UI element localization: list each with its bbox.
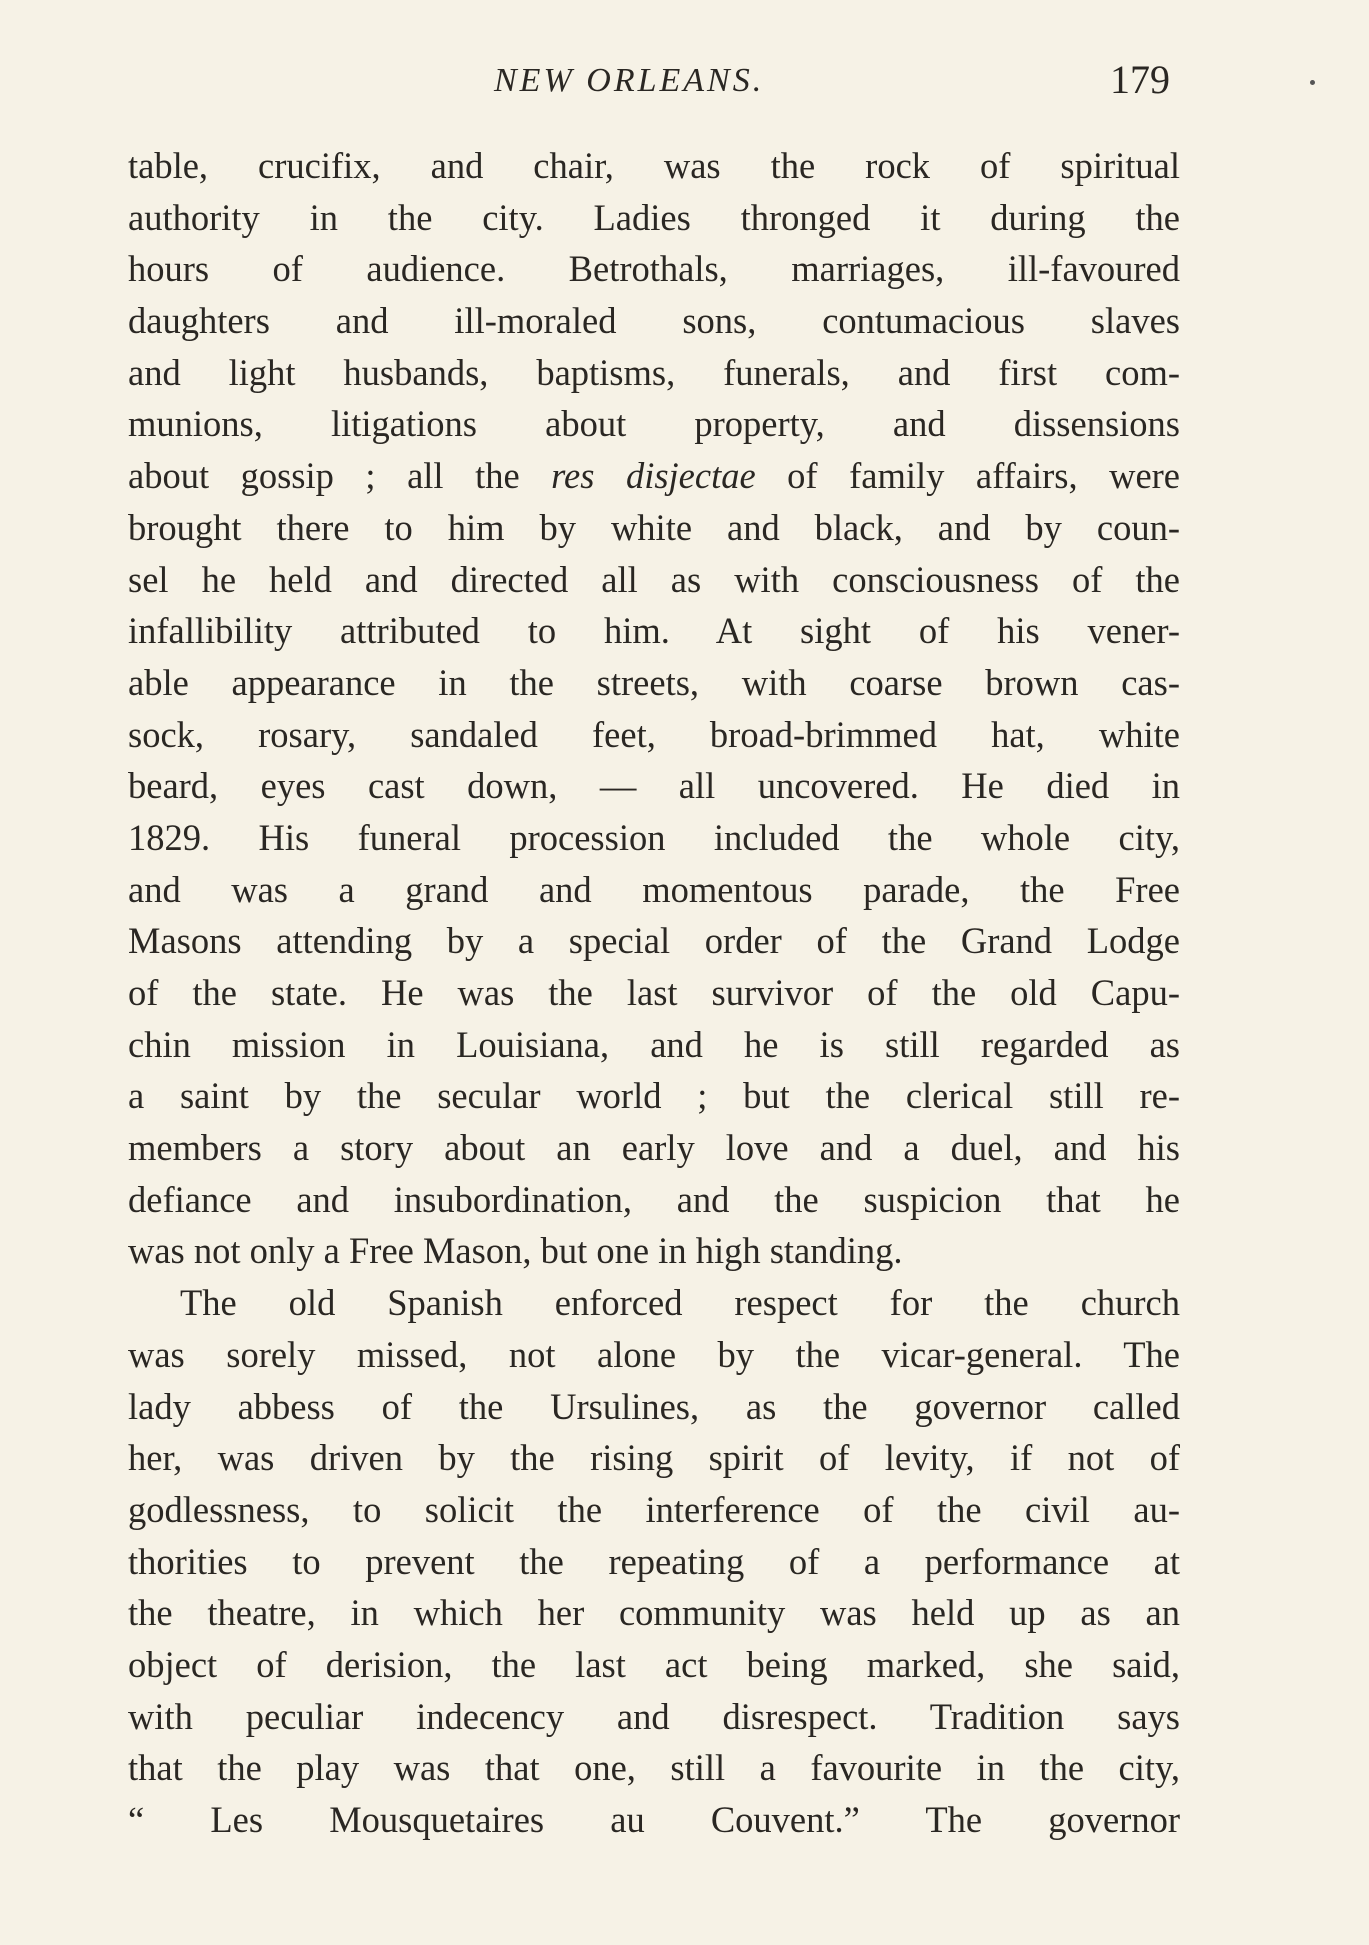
text-line: “ Les Mousquetaires au Couvent.” The governor <box>128 1799 1180 1840</box>
text-line: members a story about an early love and a duel, and his <box>128 1127 1180 1169</box>
text-line: and was a grand and momentous parade, the Free <box>128 868 1180 910</box>
text-line: object of derision, the last act being marked, she said, <box>128 1643 1180 1685</box>
italic-phrase: res disjectae <box>551 455 756 497</box>
text-line: her, was driven by the rising spirit of levity, if not of <box>128 1437 1180 1479</box>
text-line: was not only a Free Mason, but one in high standing. <box>128 1230 903 1272</box>
text-line: authority in the city. Ladies thronged it during the <box>128 196 1180 238</box>
text-line: defiance and insubordination, and the suspicion that he <box>128 1178 1180 1220</box>
text-line: was sorely missed, not alone by the vicar-general. The <box>128 1333 1180 1375</box>
text-line: and light husbands, baptisms, funerals, and first com- <box>128 351 1180 393</box>
text-line: beard, eyes cast down, — all uncovered. He died in <box>128 765 1180 807</box>
page-number: 179 <box>1110 57 1170 102</box>
text-line: lady abbess of the Ursulines, as the governor called <box>128 1385 1180 1427</box>
text-line: The old Spanish enforced respect for the church <box>180 1282 1180 1324</box>
running-head <box>128 56 1178 106</box>
margin-speck <box>1310 80 1315 85</box>
text-line: 1829. His funeral procession included the whole city, <box>128 816 1180 858</box>
text-line: munions, litigations about property, and dissensions <box>128 403 1180 445</box>
text-line <box>128 450 1180 502</box>
text-line: Masons attending by a special order of the Grand Lodge <box>128 920 1180 962</box>
text-line: brought there to him by white and black, and by coun- <box>128 506 1180 548</box>
text-segment: about gossip ; all the <box>128 455 552 497</box>
text-segment: of family affairs, were <box>755 455 1180 497</box>
body-text <box>128 140 1180 1846</box>
text-line: table, crucifix, and chair, was the rock of spiritual <box>128 145 1180 186</box>
text-line: sel he held and directed all as with consciousness of the <box>128 558 1180 600</box>
text-line: sock, rosary, sandaled feet, broad-brimmed hat, white <box>128 713 1180 755</box>
text-line: with peculiar indecency and disrespect. Tradition says <box>128 1695 1180 1737</box>
text-line: the theatre, in which her community was held up as an <box>128 1592 1180 1634</box>
text-line: hours of audience. Betrothals, marriages, ill-favoured <box>128 248 1180 290</box>
text-line: of the state. He was the last survivor of the old Capu- <box>128 972 1180 1013</box>
text-line: able appearance in the streets, with coarse brown cas- <box>128 661 1180 703</box>
text-line: godlessness, to solicit the interference of the civil au- <box>128 1488 1180 1530</box>
text-line: daughters and ill-moraled sons, contumacious slaves <box>128 300 1180 342</box>
text-line: infallibility attributed to him. At sight of his vener- <box>128 610 1180 652</box>
text-line: chin mission in Louisiana, and he is still regarded as <box>128 1023 1180 1065</box>
running-title: NEW ORLEANS. <box>494 62 765 99</box>
text-line: thorities to prevent the repeating of a performance at <box>128 1540 1180 1582</box>
text-line: a saint by the secular world ; but the clerical still re- <box>128 1075 1180 1117</box>
text-line: that the play was that one, still a favourite in the city, <box>128 1747 1180 1789</box>
